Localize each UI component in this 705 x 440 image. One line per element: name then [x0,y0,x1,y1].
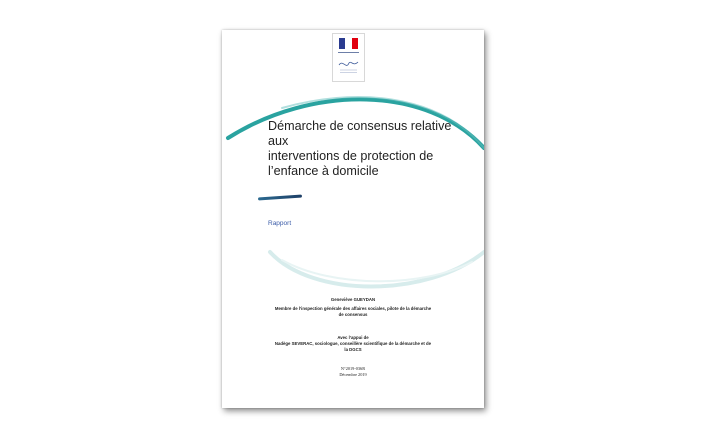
title-line: l’enfance à domicile [268,164,379,178]
author-role-line: Membre de l’inspection générale des affaires sociales, pilote de la démarche [274,306,432,311]
report-reference [262,366,444,378]
report-date: Décembre 2019 [339,372,367,377]
author-name: Geneviève GUEYDAN [330,297,376,302]
report-number: N°2019-036R [340,366,366,371]
support-block [262,335,444,353]
report-type-label: Rapport [268,220,292,227]
report-title [268,119,473,179]
republic-logo [332,33,365,82]
report-cover-page [222,30,484,408]
title-line: interventions de protection de [268,149,434,163]
author-role-line: de consensus [338,312,368,317]
support-line: la DGCS [344,347,362,352]
support-intro: Avec l’appui de [337,335,369,340]
support-line: Nadège SEVERAC, sociologue, conseillère scientifique de la démarche et de [274,341,432,346]
marianne-flag-icon [339,38,358,49]
author-role [262,306,444,318]
title-line: Démarche de consensus relative aux [268,119,452,148]
igas-signature-icon [337,58,360,76]
